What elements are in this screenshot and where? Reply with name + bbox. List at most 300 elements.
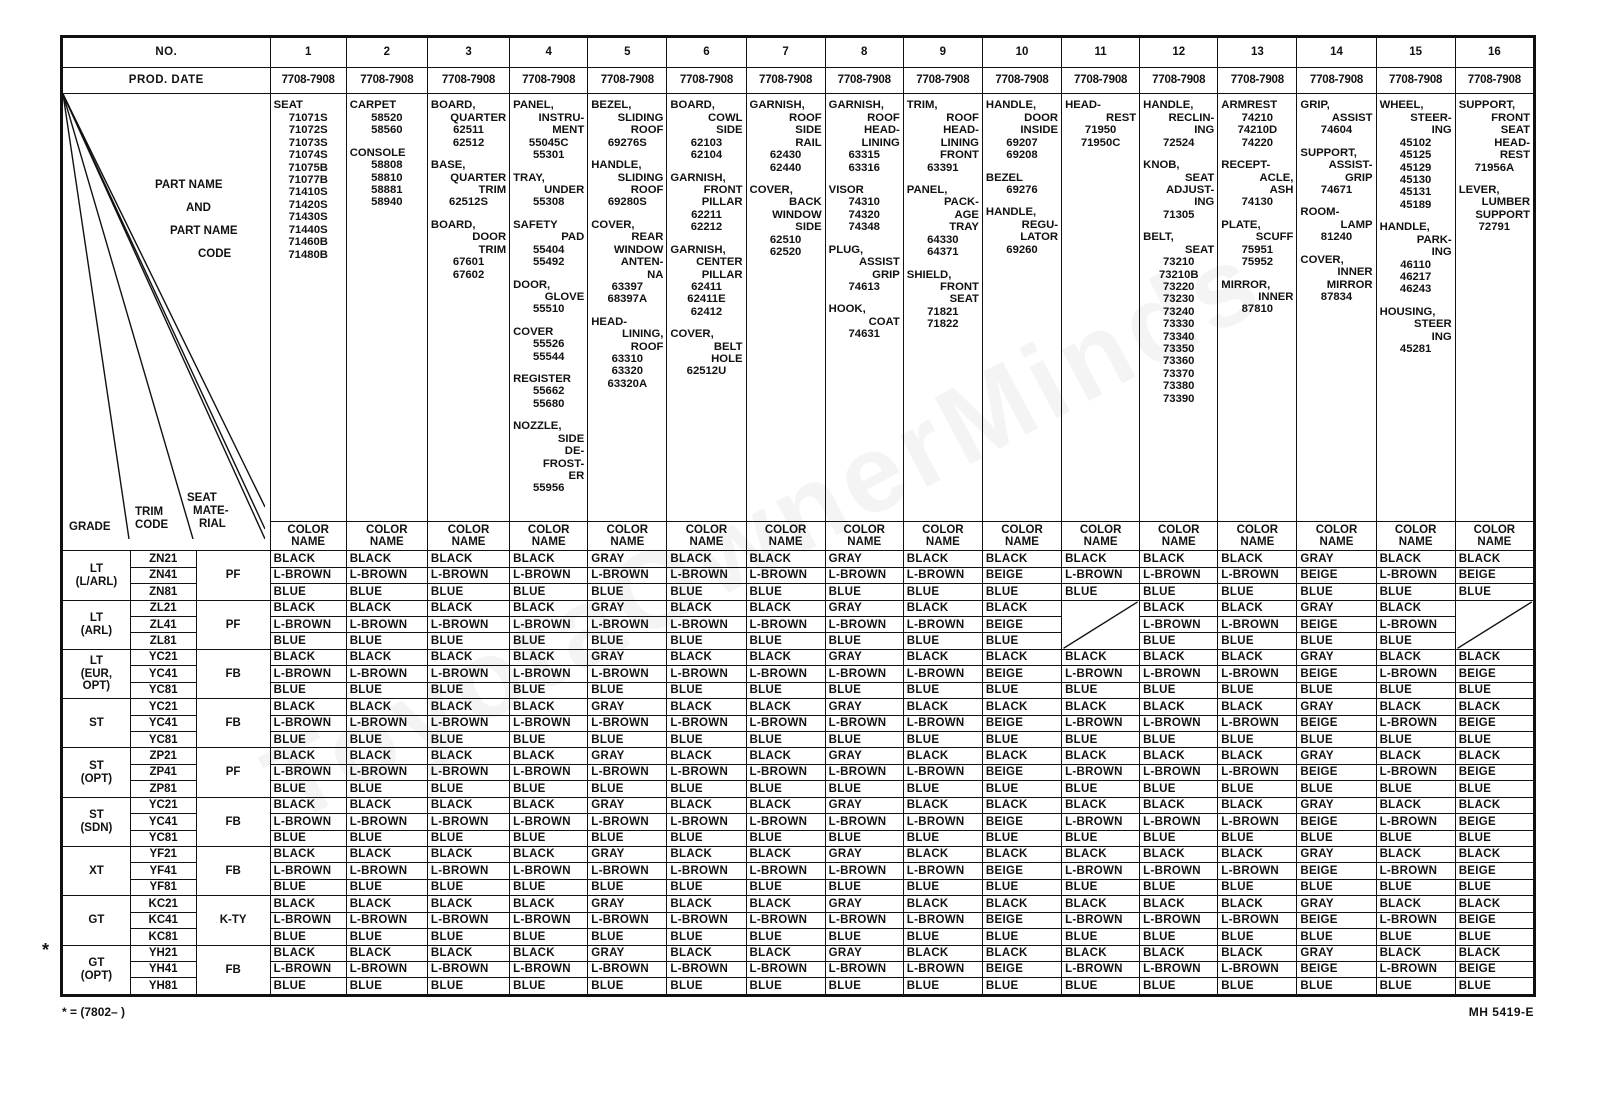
- color-value: BEIGE: [982, 617, 1061, 633]
- part-code: 71950C: [1080, 136, 1121, 149]
- color-value: BLUE: [588, 929, 667, 945]
- color-value: L-BROWN: [1376, 863, 1455, 879]
- color-value: BLACK: [1062, 945, 1140, 961]
- color-value: L-BROWN: [825, 961, 903, 977]
- grade-label: LT: [89, 655, 104, 668]
- color-value: BLUE: [903, 682, 982, 698]
- color-name-header: [1297, 521, 1376, 551]
- color-name-line: COLOR: [1473, 523, 1516, 536]
- color-value: L-BROWN: [270, 961, 346, 977]
- part-code: 63310: [611, 353, 644, 366]
- grade-cell: [63, 551, 131, 600]
- color-value: BLACK: [746, 896, 825, 912]
- color-value: BLUE: [1218, 732, 1297, 748]
- part-code: 73370: [1163, 367, 1195, 380]
- part-entry: [1380, 99, 1452, 211]
- trim-code: YH41: [130, 961, 196, 977]
- color-value: BEIGE: [1297, 764, 1376, 780]
- color-value: BLACK: [1062, 649, 1140, 665]
- grade-label: ST: [89, 760, 104, 773]
- part-name: BEZEL: [985, 171, 1023, 184]
- table-row: [63, 699, 1534, 715]
- part-code: 62212: [690, 221, 723, 234]
- part-code: 45125: [1399, 149, 1432, 162]
- color-value: BLACK: [1455, 748, 1533, 764]
- color-value: BLUE: [510, 978, 588, 995]
- color-value: L-BROWN: [825, 666, 903, 682]
- prod-date: 7708-7908: [588, 67, 667, 94]
- part-code: 46110: [1400, 258, 1432, 271]
- color-chart-sheet: [60, 35, 1536, 997]
- part-list-cell: [825, 94, 903, 521]
- part-code: 62211: [691, 208, 722, 221]
- color-value: BLUE: [746, 682, 825, 698]
- trim-code: YC41: [130, 666, 196, 682]
- color-value: L-BROWN: [427, 863, 509, 879]
- table-row: [63, 896, 1534, 912]
- color-value: BLUE: [746, 732, 825, 748]
- color-value: GRAY: [588, 600, 667, 616]
- part-name: LINING: [861, 136, 900, 149]
- part-code: 73210: [1163, 256, 1195, 269]
- trim-code: YC41: [130, 814, 196, 830]
- part-entry: [829, 99, 900, 174]
- part-name: MENT: [552, 124, 585, 137]
- color-value: BLUE: [346, 584, 427, 600]
- color-value: BLACK: [1218, 649, 1297, 665]
- color-name-header: [1455, 521, 1533, 551]
- color-value: BLACK: [427, 600, 509, 616]
- part-code: 55544: [532, 350, 565, 363]
- color-value: BLACK: [1218, 797, 1297, 813]
- trim-code: ZL41: [130, 617, 196, 633]
- grade-cell: [63, 699, 131, 748]
- part-code: 67602: [452, 268, 485, 281]
- color-name-line: NAME: [451, 535, 486, 548]
- part-entry: [431, 219, 506, 281]
- color-value: BLUE: [427, 929, 509, 945]
- part-name: HEAD-: [591, 315, 628, 328]
- color-value: BLUE: [427, 732, 509, 748]
- color-value: BLUE: [1140, 732, 1218, 748]
- prod-date: 7708-7908: [1218, 67, 1297, 94]
- color-value: L-BROWN: [427, 961, 509, 977]
- color-value: L-BROWN: [825, 617, 903, 633]
- part-name: HANDLE,: [1379, 221, 1430, 234]
- part-name-header-label: PART NAME: [155, 179, 223, 192]
- color-value: L-BROWN: [1376, 715, 1455, 731]
- part-name: SHIELD,: [906, 268, 952, 281]
- color-value: L-BROWN: [667, 863, 746, 879]
- part-list-cell: [270, 94, 346, 521]
- part-code: 73230: [1163, 293, 1195, 306]
- color-value: BLUE: [1376, 781, 1455, 797]
- seat-material: FB: [196, 649, 270, 698]
- color-value: BLUE: [1218, 781, 1297, 797]
- document-id: MH 5419-E: [1468, 1005, 1534, 1019]
- part-entry: [1380, 306, 1452, 356]
- column-number: 8: [825, 38, 903, 68]
- color-value: L-BROWN: [346, 814, 427, 830]
- part-name: HANDLE,: [985, 206, 1037, 219]
- color-value: BLUE: [1062, 879, 1140, 895]
- part-code: 62440: [769, 161, 802, 174]
- color-value: BLUE: [588, 584, 667, 600]
- color-value: BLACK: [667, 797, 746, 813]
- color-value: BLUE: [588, 879, 667, 895]
- color-value: BLUE: [1140, 584, 1218, 600]
- part-list-cell: [1376, 94, 1455, 521]
- color-name-line: NAME: [1398, 535, 1433, 548]
- table-row: [63, 584, 1534, 600]
- column-number: 13: [1218, 38, 1297, 68]
- color-value: L-BROWN: [1376, 961, 1455, 977]
- color-value: L-BROWN: [903, 764, 982, 780]
- color-value: BLUE: [825, 978, 903, 995]
- color-name-line: COLOR: [1394, 523, 1437, 536]
- not-applicable-cell: [1455, 600, 1533, 649]
- color-value: BLUE: [1297, 633, 1376, 649]
- trim-code-header-label: TRIM: [135, 506, 164, 519]
- color-value: BLUE: [510, 830, 588, 846]
- part-name: BOARD,: [670, 99, 715, 112]
- color-value: BLACK: [903, 846, 982, 862]
- seat-material-header-label: SEAT: [187, 492, 217, 505]
- column-number: 2: [346, 38, 427, 68]
- color-value: BLACK: [1062, 896, 1140, 912]
- part-name: FROST-: [542, 457, 585, 470]
- color-value: L-BROWN: [1218, 666, 1297, 682]
- table-row: [63, 814, 1534, 830]
- part-entry: [1300, 206, 1372, 243]
- table-row: [63, 666, 1534, 682]
- part-name: SUPPORT,: [1300, 146, 1357, 159]
- color-value: BLACK: [1376, 945, 1455, 961]
- color-value: BLUE: [982, 732, 1061, 748]
- part-code: 45281: [1399, 343, 1432, 356]
- part-entry: [350, 99, 424, 136]
- part-code: 73210B: [1158, 268, 1199, 281]
- part-name: WHEEL,: [1379, 99, 1424, 112]
- grade-label: OPT): [82, 680, 111, 693]
- color-value: BLACK: [1376, 748, 1455, 764]
- grade-label: (OPT): [80, 772, 113, 785]
- color-value: BEIGE: [1455, 666, 1533, 682]
- part-name: INSIDE: [1020, 124, 1059, 137]
- part-name: SIDE: [795, 221, 822, 234]
- part-entry: [1459, 99, 1530, 174]
- part-name: VISOR: [828, 183, 864, 196]
- part-entry: [1221, 99, 1293, 149]
- color-value: BLUE: [1376, 633, 1455, 649]
- color-value: BLUE: [1297, 978, 1376, 995]
- trim-code: ZN21: [130, 551, 196, 567]
- color-value: L-BROWN: [903, 666, 982, 682]
- color-value: BLUE: [667, 830, 746, 846]
- part-name: LAMP: [1340, 218, 1373, 231]
- table-row: [63, 567, 1534, 583]
- color-value: BLUE: [667, 584, 746, 600]
- color-value: BLACK: [1062, 748, 1140, 764]
- part-name: ING: [1431, 246, 1452, 259]
- part-code: 87834: [1320, 290, 1353, 303]
- color-name-line: COLOR: [685, 523, 728, 536]
- color-value: BLUE: [1140, 682, 1218, 698]
- color-value: GRAY: [588, 797, 667, 813]
- color-name-line: NAME: [1083, 535, 1118, 548]
- color-value: BLACK: [667, 551, 746, 567]
- color-value: BLUE: [270, 830, 346, 846]
- part-name: ROOM-: [1300, 206, 1340, 219]
- part-name: AGE: [954, 208, 979, 221]
- part-entry: [513, 219, 584, 269]
- part-name: FRONT: [1491, 111, 1530, 124]
- color-value: BLACK: [510, 699, 588, 715]
- part-code: 87810: [1241, 303, 1274, 316]
- part-code: 71956A: [1474, 161, 1515, 174]
- part-list-cell: [1140, 94, 1218, 521]
- part-code: 74671: [1320, 183, 1353, 196]
- color-value: BLUE: [1140, 781, 1218, 797]
- color-value: BLUE: [1455, 732, 1533, 748]
- color-value: BLACK: [346, 846, 427, 862]
- part-entry: [513, 326, 584, 363]
- table-row: [63, 633, 1534, 649]
- part-name: ROOF: [946, 111, 979, 124]
- color-value: L-BROWN: [746, 617, 825, 633]
- grade-cell: [63, 748, 131, 797]
- color-value: L-BROWN: [825, 764, 903, 780]
- color-value: BLACK: [1140, 797, 1218, 813]
- trim-code: YC81: [130, 732, 196, 748]
- color-value: BEIGE: [1297, 961, 1376, 977]
- color-value: BLUE: [1455, 879, 1533, 895]
- part-name: GLOVE: [544, 290, 585, 303]
- part-entry: [670, 99, 742, 161]
- color-value: BLACK: [982, 748, 1061, 764]
- color-value: GRAY: [825, 600, 903, 616]
- color-value: L-BROWN: [270, 814, 346, 830]
- color-value: L-BROWN: [1218, 863, 1297, 879]
- part-name: SIDE: [795, 124, 822, 137]
- color-value: L-BROWN: [346, 764, 427, 780]
- color-value: L-BROWN: [1140, 715, 1218, 731]
- color-value: BLUE: [346, 633, 427, 649]
- color-name-line: NAME: [1477, 535, 1512, 548]
- color-value: L-BROWN: [588, 961, 667, 977]
- part-code: 73360: [1163, 355, 1195, 368]
- part-name: ANTEN-: [620, 256, 664, 269]
- part-name: PLUG,: [828, 243, 864, 256]
- part-code: 69280S: [607, 196, 647, 209]
- color-value: BLUE: [510, 929, 588, 945]
- color-value: BLACK: [746, 945, 825, 961]
- color-name-line: COLOR: [1315, 523, 1358, 536]
- part-code: 71073S: [288, 136, 328, 149]
- part-name: GARNISH,: [670, 243, 726, 256]
- color-value: BLACK: [667, 896, 746, 912]
- part-name: BASE,: [430, 159, 466, 172]
- color-value: BLACK: [510, 649, 588, 665]
- color-value: BLACK: [903, 649, 982, 665]
- part-name: PLATE,: [1221, 218, 1261, 231]
- color-name-header: [346, 521, 427, 551]
- part-code: 71072S: [288, 124, 328, 137]
- color-value: L-BROWN: [346, 567, 427, 583]
- color-name-line: COLOR: [447, 523, 490, 536]
- color-value: L-BROWN: [825, 567, 903, 583]
- part-name: HEAD-: [864, 124, 900, 137]
- trim-code: YC41: [130, 715, 196, 731]
- color-value: BLUE: [346, 879, 427, 895]
- color-value: BLUE: [588, 978, 667, 995]
- grade-label: ST: [89, 717, 104, 730]
- color-value: BLUE: [903, 929, 982, 945]
- color-value: BLACK: [982, 551, 1061, 567]
- part-name: DOOR,: [513, 278, 551, 291]
- color-value: BLUE: [1062, 830, 1140, 846]
- part-code: 62430: [769, 149, 802, 162]
- part-code: 74604: [1320, 124, 1353, 137]
- part-code: 55308: [532, 196, 565, 209]
- part-code: 71480B: [288, 248, 328, 261]
- part-list-cell: [346, 94, 427, 521]
- part-entry: [1380, 221, 1452, 296]
- color-value: BLACK: [667, 846, 746, 862]
- color-value: BLACK: [510, 551, 588, 567]
- part-name: FRONT: [703, 183, 743, 196]
- table-row: [63, 863, 1534, 879]
- part-list-cell: [1297, 94, 1376, 521]
- diagonal-lines: [63, 94, 265, 539]
- part-name: ROOF: [789, 111, 822, 124]
- part-code: 73330: [1163, 318, 1195, 331]
- part-code: 63315: [848, 149, 880, 162]
- color-value: BLACK: [667, 600, 746, 616]
- color-value: BLUE: [510, 879, 588, 895]
- color-value: BLACK: [427, 551, 509, 567]
- part-name: COAT: [868, 315, 900, 328]
- color-value: BLACK: [270, 748, 346, 764]
- color-name-line: NAME: [291, 535, 326, 548]
- color-value: BLUE: [588, 732, 667, 748]
- part-name: ING: [1194, 124, 1215, 137]
- color-value: L-BROWN: [667, 617, 746, 633]
- prod-date: 7708-7908: [510, 67, 588, 94]
- color-value: BLUE: [510, 682, 588, 698]
- part-code: 69276S: [607, 136, 647, 149]
- trim-code: KC21: [130, 896, 196, 912]
- color-value: BLACK: [982, 600, 1061, 616]
- color-value: BLACK: [1376, 600, 1455, 616]
- part-entry: [1221, 219, 1293, 269]
- color-value: BLUE: [1062, 929, 1140, 945]
- prod-date-row: [63, 67, 1534, 94]
- part-name: ER: [568, 470, 585, 482]
- color-name-header: [746, 521, 825, 551]
- color-name-header: [825, 521, 903, 551]
- color-value: BEIGE: [982, 666, 1061, 682]
- part-code: 55045C: [528, 136, 569, 149]
- color-value: BLACK: [746, 551, 825, 567]
- color-value: L-BROWN: [1140, 666, 1218, 682]
- color-value: BEIGE: [1297, 814, 1376, 830]
- color-value: L-BROWN: [667, 912, 746, 928]
- part-name-header-label: CODE: [198, 248, 232, 261]
- color-value: BLACK: [510, 797, 588, 813]
- table-row: [63, 978, 1534, 995]
- color-value: BLACK: [903, 797, 982, 813]
- part-code: 46243: [1399, 283, 1432, 296]
- color-value: GRAY: [588, 896, 667, 912]
- color-value: BLACK: [982, 896, 1061, 912]
- seat-material: PF: [196, 551, 270, 600]
- color-name-header: [1140, 521, 1218, 551]
- part-code: 62510: [769, 233, 802, 246]
- seat-material: FB: [196, 797, 270, 846]
- color-value: BLACK: [1218, 896, 1297, 912]
- part-code: 71077B: [288, 173, 328, 186]
- trim-code: YC81: [130, 830, 196, 846]
- part-code: 81240: [1320, 231, 1353, 244]
- color-value: BLACK: [1218, 600, 1297, 616]
- part-list-cell: [588, 94, 667, 521]
- color-value: BLACK: [903, 748, 982, 764]
- part-code: 45102: [1399, 136, 1432, 149]
- color-value: BLUE: [1455, 584, 1533, 600]
- color-value: GRAY: [825, 896, 903, 912]
- color-value: BLUE: [346, 978, 427, 995]
- color-value: BLUE: [270, 682, 346, 698]
- part-name: GRIP,: [1300, 99, 1330, 112]
- color-value: BLUE: [1140, 830, 1218, 846]
- table-row: [63, 732, 1534, 748]
- part-name: INSTRU-: [538, 111, 585, 124]
- color-value: GRAY: [588, 551, 667, 567]
- color-value: L-BROWN: [346, 666, 427, 682]
- part-name: SEAT: [1184, 171, 1215, 184]
- color-value: BLACK: [1218, 748, 1297, 764]
- prod-date: 7708-7908: [982, 67, 1061, 94]
- trim-code: ZP21: [130, 748, 196, 764]
- part-name: COVER,: [749, 183, 793, 196]
- part-name: SIDE: [716, 124, 743, 137]
- color-name-header: [270, 521, 346, 551]
- color-value: BLUE: [667, 682, 746, 698]
- part-name: BACK: [789, 196, 822, 209]
- color-value: L-BROWN: [346, 715, 427, 731]
- color-value: BLACK: [1140, 551, 1218, 567]
- part-name: ADJUST-: [1165, 183, 1215, 196]
- part-entry: [591, 159, 663, 209]
- color-value: BLUE: [588, 682, 667, 698]
- color-value: BLUE: [903, 879, 982, 895]
- color-value: L-BROWN: [825, 863, 903, 879]
- color-value: BLACK: [667, 748, 746, 764]
- grade-label: (OPT): [80, 969, 113, 982]
- color-value: BLUE: [270, 732, 346, 748]
- part-name: ASSIST-: [1328, 159, 1373, 172]
- color-name-line: COLOR: [606, 523, 649, 536]
- color-value: BLACK: [1140, 945, 1218, 961]
- color-value: BLUE: [825, 633, 903, 649]
- color-value: GRAY: [1297, 699, 1376, 715]
- part-list-cell: [746, 94, 825, 521]
- table-row: [63, 617, 1534, 633]
- color-value: L-BROWN: [1062, 666, 1140, 682]
- part-name: HOOK,: [828, 303, 866, 316]
- color-value: BLUE: [1376, 682, 1455, 698]
